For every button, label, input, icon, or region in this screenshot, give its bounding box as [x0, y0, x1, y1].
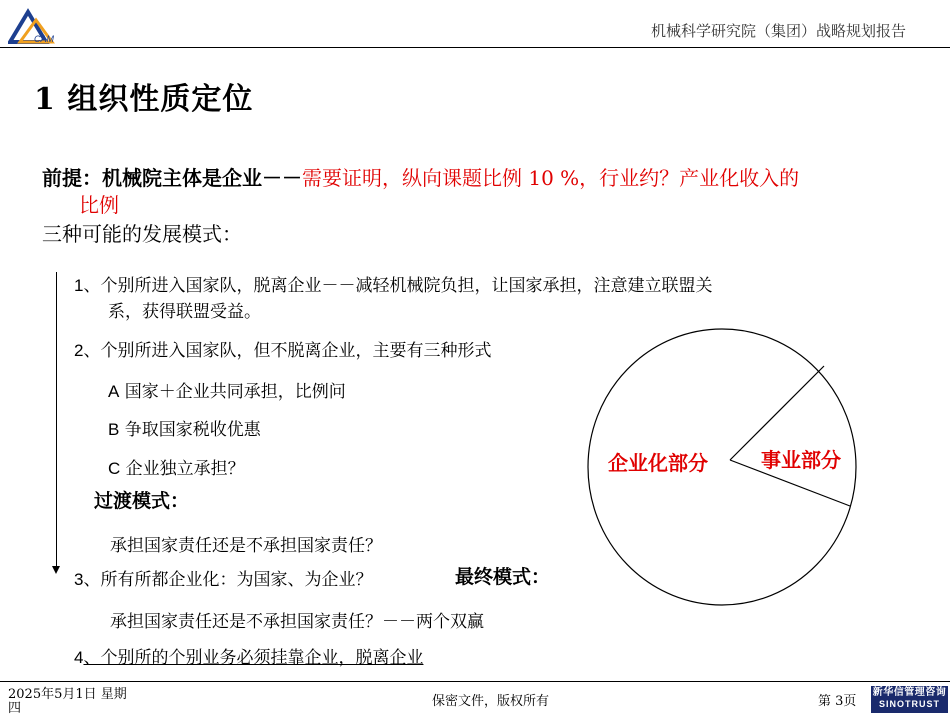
footer-date-line1: 2025年5月1日 星期: [8, 687, 127, 702]
list-item-1: [74, 273, 874, 325]
footer-confidential: 保密文件，版权所有: [432, 694, 550, 709]
pie-label-enterprise: 企业化部分: [608, 451, 708, 475]
page-title: 1 组织性质定位: [34, 82, 254, 117]
item-1-line2: 系，获得联盟受益。: [108, 302, 261, 322]
progress-arrow-line: [56, 272, 57, 570]
item-2-text: 、个别所进入国家队，但不脱离企业，主要有三种形式: [83, 341, 492, 361]
sinotrust-logo: [871, 686, 948, 713]
cam-logo: [8, 6, 70, 44]
sub-item-c: [108, 454, 245, 479]
sub-item-a-letter: A: [108, 382, 120, 401]
final-question: 承担国家责任还是不承担国家责任？－－两个双赢: [110, 612, 484, 632]
premise-label: 前提：机械院主体是企业－－: [42, 166, 302, 190]
item-1-line1: 、个别所进入国家队，脱离企业－－减轻机械院负担，让国家承担，注意建立联盟关: [83, 276, 713, 296]
header-divider: [0, 47, 950, 48]
footer-date-line2: 四: [8, 701, 22, 716]
pie-label-public-sector: 事业部分: [761, 448, 841, 472]
sub-item-b: [108, 415, 261, 440]
premise-highlight-line1: 需要证明，纵向课题比例 10 %，行业约？产业化收入的: [302, 166, 800, 190]
brand-chinese: 新华信管理咨询: [872, 687, 947, 698]
item-4-text: 、个别所的个别业务必须挂靠企业，脱离企业: [83, 648, 424, 668]
item-4-number: 4: [74, 648, 84, 667]
footer-divider: [0, 681, 950, 682]
list-item-2: [74, 338, 491, 364]
sub-item-b-letter: B: [108, 420, 120, 439]
sub-item-b-text: 争取国家税收优惠: [119, 420, 261, 440]
footer-date: [8, 688, 127, 716]
item-1-number: 1: [74, 276, 84, 295]
premise-paragraph: [42, 165, 937, 219]
logo-text: CAM: [34, 34, 54, 44]
modes-intro: 三种可能的发展模式：: [42, 222, 242, 246]
sub-item-c-text: 企业独立承担？: [120, 459, 245, 479]
item-2-number: 2: [74, 341, 84, 360]
footer-page-number: 第 3页: [818, 694, 857, 709]
final-mode-label: 最终模式：: [455, 566, 551, 588]
premise-highlight-line2: 比例: [79, 193, 119, 217]
report-title: 机械科学研究院（集团）战略规划报告: [650, 22, 906, 40]
progress-arrow-head: [52, 566, 60, 574]
sub-item-a-text: 国家＋企业共同承担，比例问: [119, 382, 346, 402]
transition-mode-label: 过渡模式：: [94, 490, 190, 512]
list-item-4: [74, 645, 423, 671]
brand-english: SINOTRUST: [878, 699, 940, 709]
sub-item-c-letter: C: [108, 459, 121, 478]
transition-question: 承担国家责任还是不承担国家责任？: [110, 536, 382, 556]
item-3-number: 3: [74, 570, 84, 589]
item-3-text: 、所有所都企业化：为国家、为企业？: [83, 570, 373, 590]
list-item-3: [74, 567, 372, 593]
sub-item-a: [108, 377, 346, 402]
